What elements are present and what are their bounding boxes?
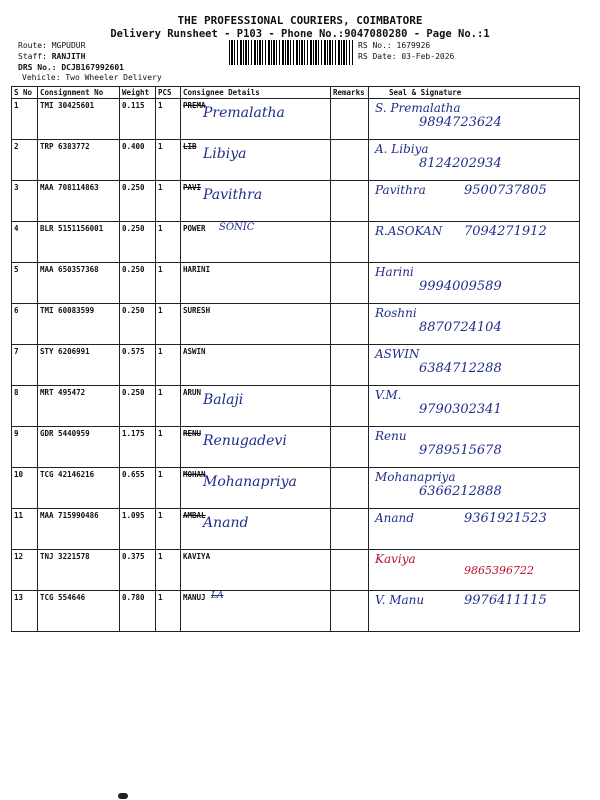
remarks-cell xyxy=(331,386,369,427)
consignee-cell xyxy=(181,427,331,468)
signature-cell xyxy=(369,140,580,181)
col-header-signature: Seal & Signature xyxy=(369,87,580,99)
consignee-handwritten-name: Libiya xyxy=(203,146,247,162)
consignee-cell xyxy=(181,222,331,263)
staff-line xyxy=(18,52,85,61)
remarks-cell xyxy=(331,427,369,468)
document-subtitle: Delivery Runsheet - P103 - Phone No.:9047080280 - Page No.:1 xyxy=(110,28,490,40)
barcode-image xyxy=(229,40,353,65)
pcs-cell: 1 xyxy=(156,427,181,468)
consignment-cell: TCG 42146216 xyxy=(38,468,120,509)
weight-cell: 0.250 xyxy=(120,386,156,427)
consignee-printed-name: PREMA xyxy=(183,101,206,110)
col-header-pcs: PCS xyxy=(156,87,181,99)
signature-cell xyxy=(369,99,580,140)
pcs-cell: 1 xyxy=(156,345,181,386)
consignee-handwritten-name: Premalatha xyxy=(203,105,285,121)
consignee-cell xyxy=(181,263,331,304)
consignee-printed-name: RENU xyxy=(183,429,202,438)
pcs-cell: 1 xyxy=(156,386,181,427)
vehicle-label: Vehicle: Two Wheeler Delivery xyxy=(22,73,162,82)
consignee-handwritten-name: LA xyxy=(211,591,224,601)
weight-cell: 1.095 xyxy=(120,509,156,550)
consignment-cell: TNJ 3221578 xyxy=(38,550,120,591)
pcs-cell: 1 xyxy=(156,181,181,222)
sno-cell: 1 xyxy=(12,99,38,140)
signature-cell xyxy=(369,222,580,263)
sno-cell: 10 xyxy=(12,468,38,509)
sno-cell: 9 xyxy=(12,427,38,468)
consignee-cell xyxy=(181,509,331,550)
weight-cell: 0.250 xyxy=(120,304,156,345)
signature-cell xyxy=(369,181,580,222)
signature-cell xyxy=(369,591,580,632)
table-row xyxy=(12,468,580,509)
signature-name: ASWIN xyxy=(375,347,420,361)
signature-name: Kaviya xyxy=(375,552,416,566)
consignment-cell: MRT 495472 xyxy=(38,386,120,427)
table-row xyxy=(12,140,580,181)
signature-name: A. Libiya xyxy=(375,142,429,156)
signature-phone: 6366212888 xyxy=(419,484,502,499)
remarks-cell xyxy=(331,468,369,509)
consignee-handwritten-name: SONIC xyxy=(219,222,255,233)
sno-cell: 13 xyxy=(12,591,38,632)
signature-name: Harini xyxy=(375,265,414,279)
signature-phone: 8870724104 xyxy=(419,320,502,335)
consignee-printed-name: ASWIN xyxy=(183,347,206,356)
consignee-printed-name: KAVIYA xyxy=(183,552,211,561)
sno-cell: 6 xyxy=(12,304,38,345)
signature-name: V. Manu xyxy=(375,593,425,607)
consignment-cell: TMI 30425601 xyxy=(38,99,120,140)
consignee-handwritten-name: Pavithra xyxy=(203,187,263,203)
pcs-cell: 1 xyxy=(156,263,181,304)
weight-cell: 0.400 xyxy=(120,140,156,181)
col-header-sno: S No xyxy=(12,87,38,99)
consignee-cell xyxy=(181,591,331,632)
sno-cell: 2 xyxy=(12,140,38,181)
remarks-cell xyxy=(331,509,369,550)
table-header-row xyxy=(12,87,580,99)
consignee-printed-name: MANUJ xyxy=(183,593,206,602)
consignee-handwritten-name: Renugadevi xyxy=(203,433,287,449)
col-header-consignment: Consignment No xyxy=(38,87,120,99)
table-row xyxy=(12,181,580,222)
signature-name: Mohanapriya xyxy=(375,470,456,484)
col-header-consignee: Consignee Details xyxy=(181,87,331,99)
consignee-printed-name: LIB xyxy=(183,142,197,151)
pcs-cell: 1 xyxy=(156,591,181,632)
runsheet-table xyxy=(11,86,580,632)
pcs-cell: 1 xyxy=(156,468,181,509)
signature-name: S. Premalatha xyxy=(375,101,461,115)
consignee-printed-name: SURESH xyxy=(183,306,211,315)
remarks-cell xyxy=(331,550,369,591)
consignee-printed-name: POWER xyxy=(183,224,206,233)
table-row xyxy=(12,386,580,427)
weight-cell: 0.575 xyxy=(120,345,156,386)
remarks-cell xyxy=(331,263,369,304)
signature-cell xyxy=(369,509,580,550)
sno-cell: 12 xyxy=(12,550,38,591)
signature-phone: 9789515678 xyxy=(419,443,502,458)
weight-cell: 0.250 xyxy=(120,263,156,304)
weight-cell: 1.175 xyxy=(120,427,156,468)
staff-name: RANJITH xyxy=(51,52,86,61)
col-header-weight: Weight xyxy=(120,87,156,99)
consignment-cell: MAA 708114863 xyxy=(38,181,120,222)
remarks-cell xyxy=(331,99,369,140)
consignment-cell: TRP 6383772 xyxy=(38,140,120,181)
document-title: THE PROFESSIONAL COURIERS, COIMBATORE xyxy=(177,14,423,27)
sno-cell: 11 xyxy=(12,509,38,550)
sno-cell: 4 xyxy=(12,222,38,263)
weight-cell: 0.655 xyxy=(120,468,156,509)
scan-mark xyxy=(118,793,128,799)
signature-name: Renu xyxy=(375,429,407,443)
signature-name: Roshni xyxy=(375,306,417,320)
table-row xyxy=(12,304,580,345)
table-row xyxy=(12,427,580,468)
consignment-cell: GDR 5440959 xyxy=(38,427,120,468)
consignee-handwritten-name: Balaji xyxy=(203,392,244,408)
signature-cell xyxy=(369,386,580,427)
weight-cell: 0.780 xyxy=(120,591,156,632)
remarks-cell xyxy=(331,140,369,181)
consignee-printed-name: ARUN xyxy=(183,388,202,397)
consignment-cell: BLR 5151156001 xyxy=(38,222,120,263)
consignment-cell: TCG 554646 xyxy=(38,591,120,632)
table-row xyxy=(12,345,580,386)
consignee-cell xyxy=(181,140,331,181)
staff-label: Staff: xyxy=(18,52,52,61)
consignee-cell xyxy=(181,304,331,345)
signature-phone: 9500737805 xyxy=(464,183,547,198)
rs-date: RS Date: 03-Feb-2026 xyxy=(358,52,455,61)
remarks-cell xyxy=(331,181,369,222)
pcs-cell: 1 xyxy=(156,99,181,140)
weight-cell: 0.250 xyxy=(120,222,156,263)
signature-cell xyxy=(369,550,580,591)
consignment-cell: MAA 715990486 xyxy=(38,509,120,550)
rs-number: RS No.: 1679926 xyxy=(358,41,431,50)
signature-phone: 9976411115 xyxy=(464,593,547,608)
pcs-cell: 1 xyxy=(156,509,181,550)
signature-name: Pavithra xyxy=(375,183,426,197)
consignee-cell xyxy=(181,550,331,591)
consignee-cell xyxy=(181,181,331,222)
sno-cell: 5 xyxy=(12,263,38,304)
consignee-printed-name: PAVI xyxy=(183,183,202,192)
consignment-cell: TMI 60083599 xyxy=(38,304,120,345)
table-row xyxy=(12,222,580,263)
signature-name: V.M. xyxy=(375,388,402,402)
signature-phone: 9865396722 xyxy=(464,564,534,577)
sno-cell: 8 xyxy=(12,386,38,427)
col-header-remarks: Remarks xyxy=(331,87,369,99)
signature-phone: 6384712288 xyxy=(419,361,502,376)
signature-name: R.ASOKAN xyxy=(375,224,443,238)
signature-cell xyxy=(369,304,580,345)
weight-cell: 0.250 xyxy=(120,181,156,222)
signature-phone: 9894723624 xyxy=(419,115,502,130)
consignment-cell: MAA 650357368 xyxy=(38,263,120,304)
consignee-handwritten-name: Anand xyxy=(203,515,249,531)
weight-cell: 0.115 xyxy=(120,99,156,140)
consignee-printed-name: MOHAN xyxy=(183,470,206,479)
signature-cell xyxy=(369,468,580,509)
signature-phone: 9361921523 xyxy=(464,511,547,526)
pcs-cell: 1 xyxy=(156,550,181,591)
remarks-cell xyxy=(331,304,369,345)
consignee-printed-name: AMBAL xyxy=(183,511,206,520)
consignment-cell: STY 6206991 xyxy=(38,345,120,386)
remarks-cell xyxy=(331,345,369,386)
pcs-cell: 1 xyxy=(156,140,181,181)
pcs-cell: 1 xyxy=(156,222,181,263)
consignee-handwritten-name: Mohanapriya xyxy=(203,474,297,490)
table-row xyxy=(12,591,580,632)
table-row xyxy=(12,509,580,550)
signature-phone: 7094271912 xyxy=(464,224,547,239)
consignee-cell xyxy=(181,99,331,140)
signature-cell xyxy=(369,345,580,386)
table-row xyxy=(12,263,580,304)
signature-phone: 9994009589 xyxy=(419,279,502,294)
sno-cell: 7 xyxy=(12,345,38,386)
consignee-cell xyxy=(181,345,331,386)
consignee-printed-name: HARINI xyxy=(183,265,211,274)
table-row xyxy=(12,99,580,140)
sno-cell: 3 xyxy=(12,181,38,222)
signature-cell xyxy=(369,263,580,304)
signature-cell xyxy=(369,427,580,468)
weight-cell: 0.375 xyxy=(120,550,156,591)
signature-phone: 9790302341 xyxy=(419,402,502,417)
consignee-cell xyxy=(181,468,331,509)
table-row xyxy=(12,550,580,591)
consignee-cell xyxy=(181,386,331,427)
pcs-cell: 1 xyxy=(156,304,181,345)
signature-phone: 8124202934 xyxy=(419,156,502,171)
signature-name: Anand xyxy=(375,511,414,525)
route-label: Route: MGPUDUR xyxy=(18,41,86,50)
remarks-cell xyxy=(331,222,369,263)
drs-number: DRS No.: DCJB167992601 xyxy=(18,63,124,72)
remarks-cell xyxy=(331,591,369,632)
